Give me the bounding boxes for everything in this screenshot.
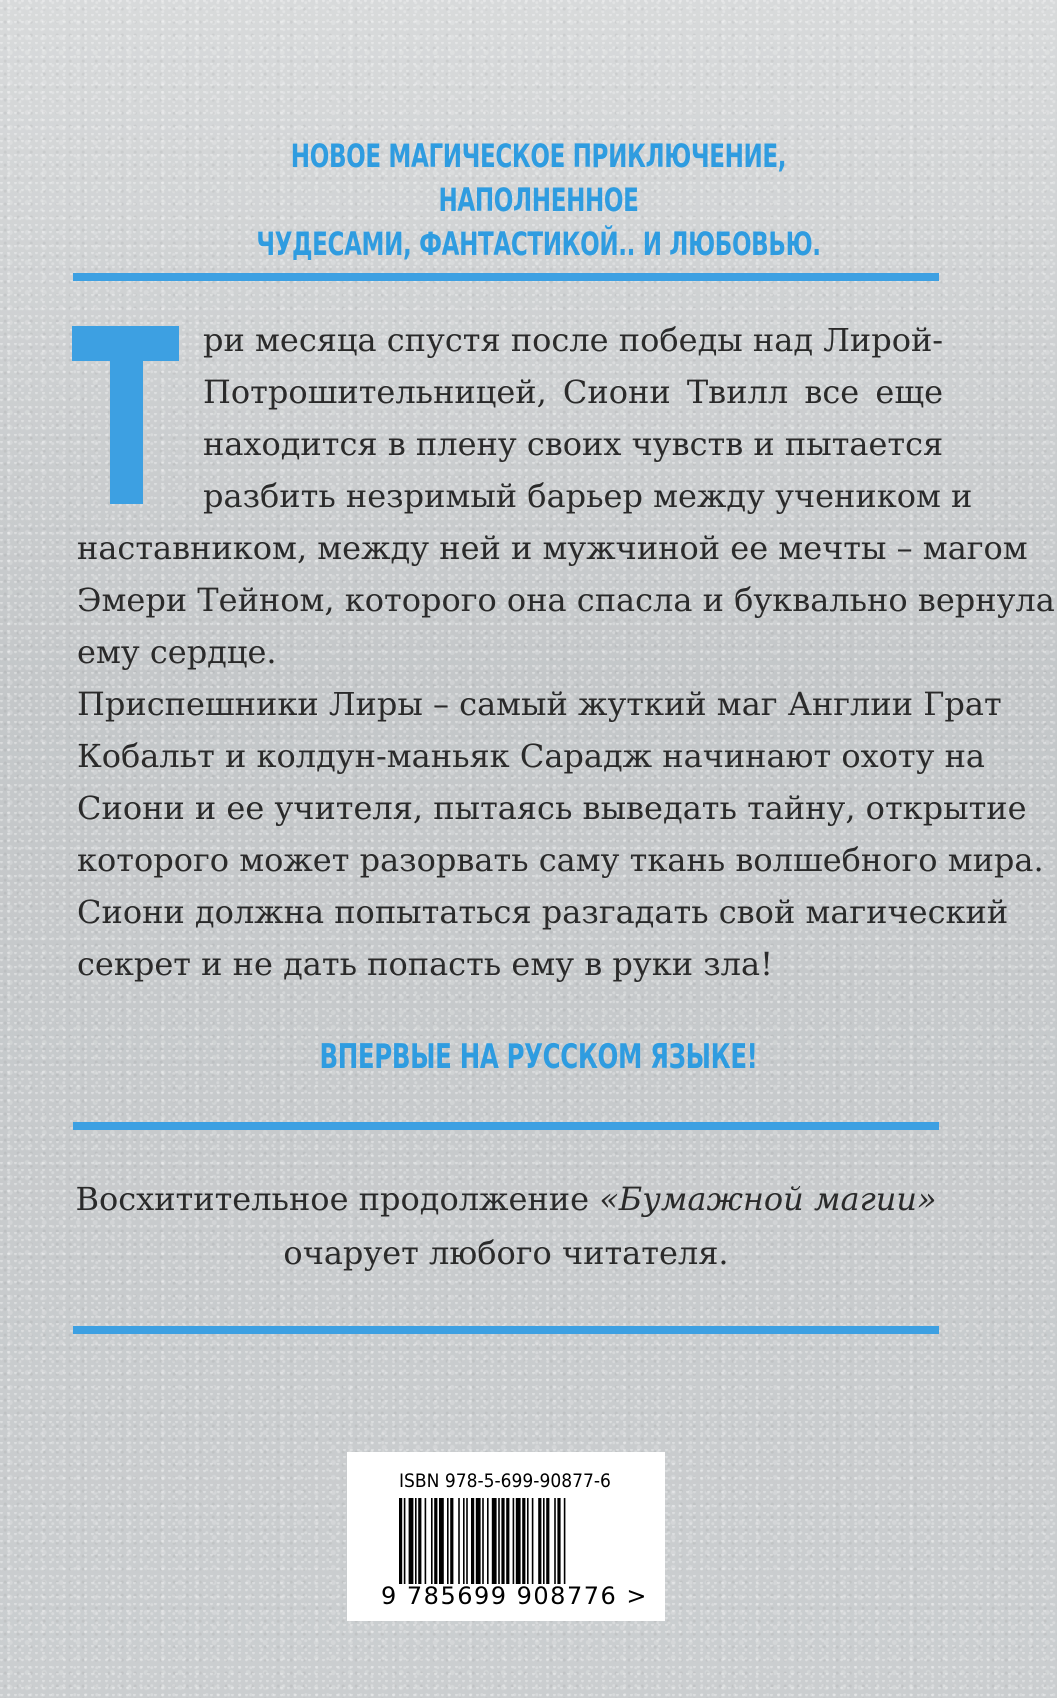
text-line: разбить незримый барьер между учеником и [203, 477, 973, 515]
bottom-tagline: ВПЕРВЫЕ НА РУССКОМ ЯЗЫКЕ! [319, 1037, 758, 1077]
bottom-divider [73, 1326, 939, 1334]
description-paragraph-1-full [77, 522, 1055, 678]
sequel-blurb-line-1 [73, 1172, 939, 1226]
text-line: секрет и не дать попасть ему в руки зла! [77, 945, 773, 983]
sequel-blurb-line-2: очарует любого читателя. [283, 1234, 729, 1272]
middle-divider [73, 1122, 939, 1130]
text-line: Эмери Тейном, которого она спасла и буквально вернула [77, 581, 1055, 619]
text-line: ему сердце. [77, 633, 277, 671]
description-paragraph-1-indented [203, 314, 973, 522]
barcode-icon [399, 1498, 607, 1584]
sequel-prefix: Восхитительное продолжение [75, 1180, 600, 1218]
text-line: наставником, между ней и мужчиной ее мечты – магом [77, 529, 1028, 567]
text-line: находится в плену своих чувств и пытается [203, 425, 944, 463]
text-line: Потрошительницей, Сиони Твилл все еще [203, 373, 943, 411]
text-line: Кобальт и колдун-маньяк Сарадж начинают охоту на [77, 737, 985, 775]
top-tagline-line-1: НОВОЕ МАГИЧЕСКОЕ ПРИКЛЮЧЕНИЕ, НАПОЛНЕННОЕ [290, 137, 787, 219]
top-tagline [223, 134, 854, 266]
barcode-box [347, 1452, 665, 1621]
top-divider [73, 273, 939, 281]
text-line: которого может разорвать саму ткань волшебного мира. [77, 841, 1044, 879]
isbn-text: ISBN 978-5-699-90877-6 [399, 1470, 611, 1492]
drop-cap [72, 326, 179, 504]
barcode-digits: 9 785699 908776 > [381, 1582, 648, 1610]
drop-cap-stem [110, 356, 143, 504]
text-line: Приспешники Лиры – самый жуткий маг Англии Грат [77, 685, 1002, 723]
top-tagline-line-2: ЧУДЕСАМИ, ФАНТАСТИКОЙ.. И ЛЮБОВЬЮ. [256, 225, 821, 263]
sequel-book-title: «Бумажной магии» [599, 1180, 937, 1218]
text-line: ри месяца спустя после победы над Лирой- [203, 321, 944, 359]
text-line: Сиони и ее учителя, пытаясь выведать тайну, открытие [77, 789, 1027, 827]
description-paragraph-2 [77, 678, 1044, 990]
text-line: Сиони должна попытаться разгадать свой магический [77, 893, 1009, 931]
